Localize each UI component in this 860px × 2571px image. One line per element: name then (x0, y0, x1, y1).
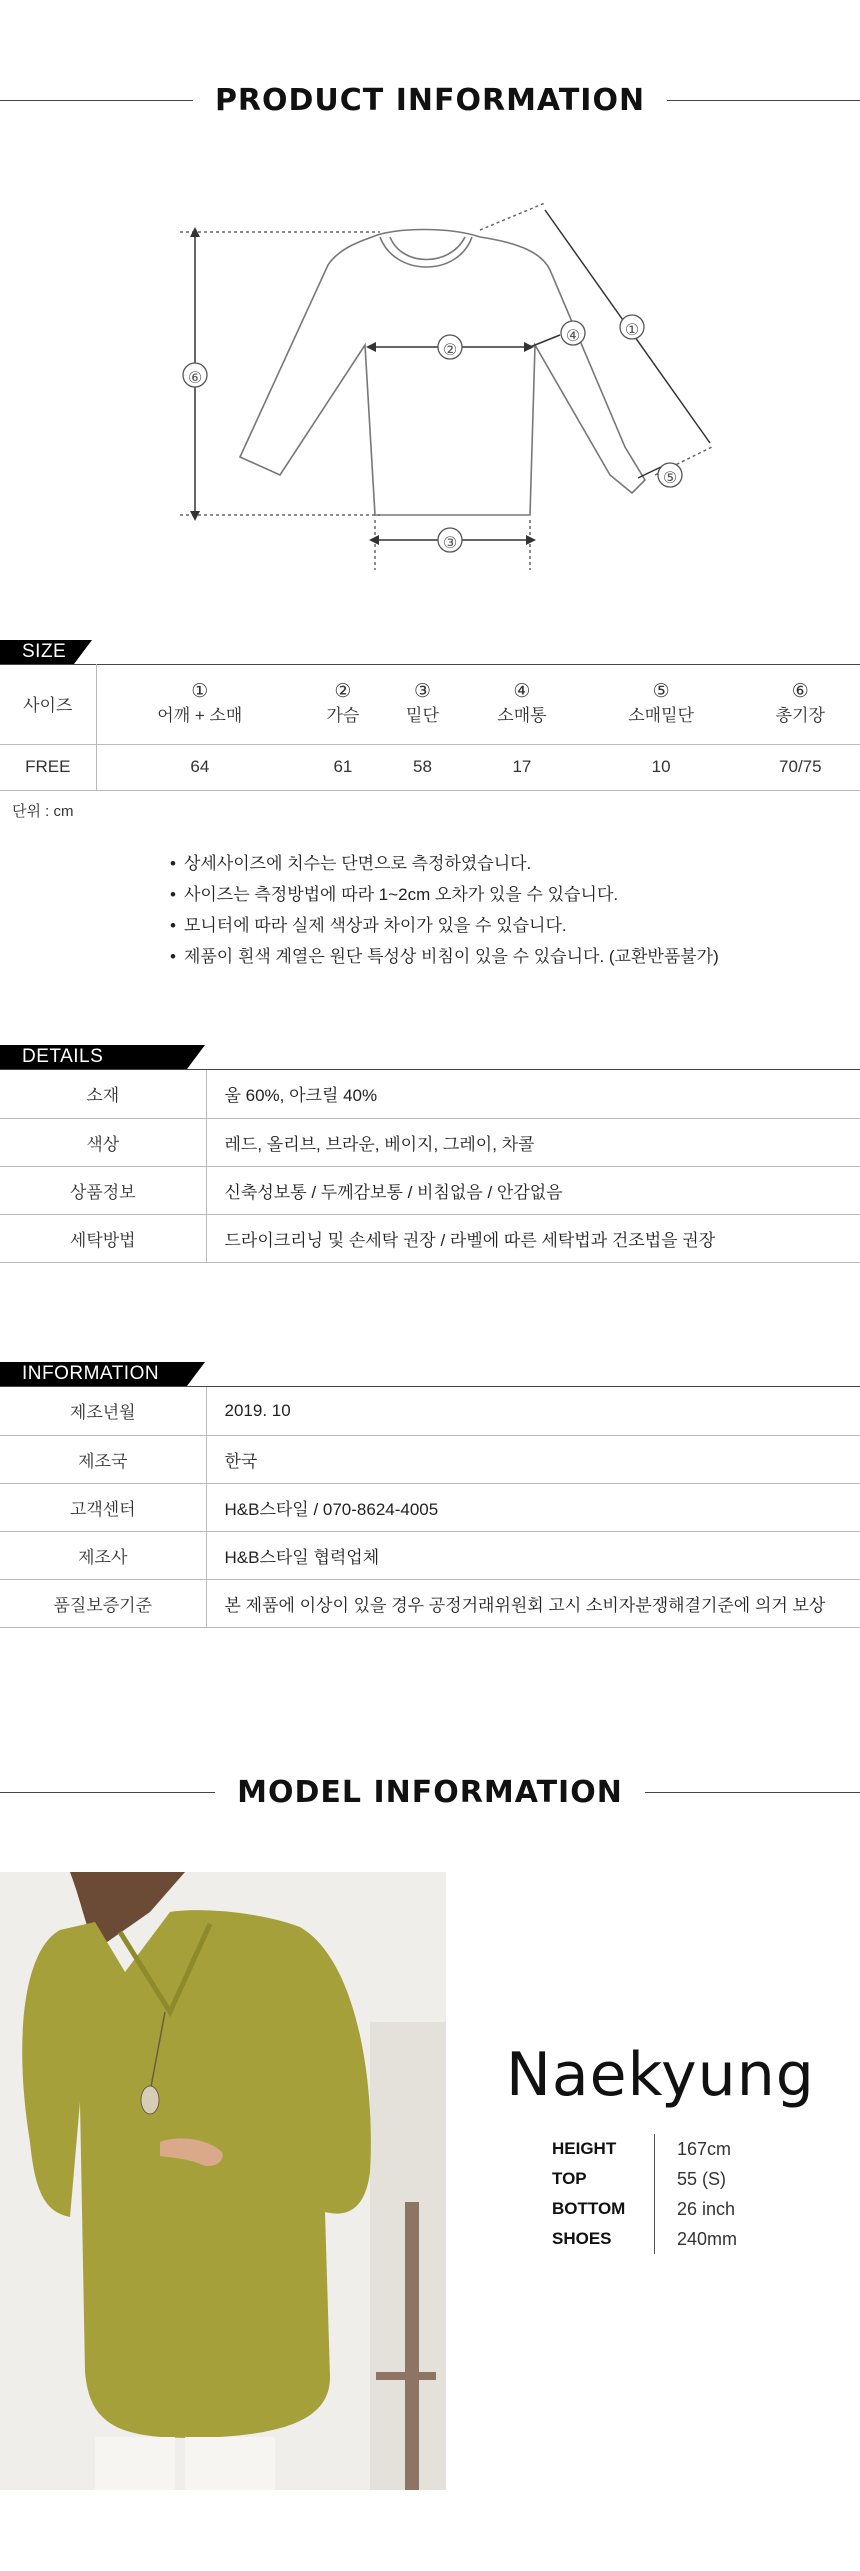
model-stat-row (552, 2134, 737, 2164)
details-tab: DETAILS (0, 1045, 187, 1069)
label-2: ② (442, 340, 458, 359)
table-row (0, 1166, 860, 1214)
model-info-heading (0, 1772, 860, 1812)
heading-rule-left (0, 100, 193, 101)
size-col-1: ① 어깨 + 소매 (96, 664, 303, 744)
info-value: 한국 (206, 1435, 860, 1483)
label-6: ⑥ (187, 368, 203, 387)
model-stat-row (552, 2194, 737, 2224)
table-row (0, 1483, 860, 1531)
details-value: 드라이크리닝 및 손세탁 권장 / 라벨에 따른 세탁법과 건조법을 권장 (206, 1214, 860, 1262)
size-value: 10 (582, 744, 741, 790)
label-1: ① (624, 320, 640, 339)
details-key: 색상 (0, 1118, 206, 1166)
product-info-heading (0, 80, 860, 120)
size-unit: 단위 : cm (12, 803, 74, 820)
details-key: 상품정보 (0, 1166, 206, 1214)
list-item: • 사이즈는 측정방법에 따라 1~2cm 오차가 있을 수 있습니다. (170, 879, 719, 910)
details-key: 세탁방법 (0, 1214, 206, 1262)
table-row (0, 1118, 860, 1166)
info-value: H&B스타일 협력업체 (206, 1531, 860, 1579)
arrow-heads (187, 227, 536, 545)
info-value: H&B스타일 / 070-8624-4005 (206, 1483, 860, 1531)
stat-value: 167cm (654, 2134, 731, 2164)
info-key: 제조국 (0, 1435, 206, 1483)
table-row (0, 1435, 860, 1483)
size-row-name: FREE (0, 744, 96, 790)
model-stat-row (552, 2224, 737, 2254)
table-row (0, 744, 860, 790)
size-value: 61 (303, 744, 383, 790)
size-col-5: ⑤ 소매밑단 (582, 664, 741, 744)
size-row-header: 사이즈 (0, 664, 96, 744)
size-table (0, 664, 860, 791)
details-key: 소재 (0, 1070, 206, 1118)
stat-label: HEIGHT (552, 2139, 617, 2158)
table-row (0, 1214, 860, 1262)
size-value: 64 (96, 744, 303, 790)
label-3: ③ (442, 533, 458, 552)
info-key: 제조사 (0, 1531, 206, 1579)
notes-list (170, 848, 719, 972)
size-value: 58 (383, 744, 463, 790)
size-tab: SIZE (0, 640, 74, 664)
heading-rule-right (667, 100, 860, 101)
model-info-title: MODEL INFORMATION (237, 1774, 623, 1810)
heading-rule-right (645, 1792, 860, 1793)
product-info-title: PRODUCT INFORMATION (214, 82, 646, 118)
stat-label: BOTTOM (552, 2199, 626, 2218)
model-photo (0, 1872, 446, 2490)
size-diagram (150, 175, 750, 585)
details-value: 레드, 올리브, 브라운, 베이지, 그레이, 차콜 (206, 1118, 860, 1166)
info-key: 제조년월 (0, 1387, 206, 1435)
size-col-4: ④ 소매통 (462, 664, 581, 744)
label-4: ④ (565, 326, 581, 345)
list-item: • 제품이 흰색 계열은 원단 특성상 비침이 있을 수 있습니다. (교환반품불가) (170, 941, 719, 972)
size-col-6: ⑥ 총기장 (741, 664, 860, 744)
details-value: 울 60%, 아크릴 40% (206, 1070, 860, 1118)
heading-rule-left (0, 1792, 215, 1793)
model-illustration (0, 1872, 446, 2490)
list-item: • 상세사이즈에 치수는 단면으로 측정하였습니다. (170, 848, 719, 879)
details-table (0, 1070, 860, 1263)
stat-label: SHOES (552, 2229, 612, 2248)
size-value: 70/75 (741, 744, 860, 790)
info-key: 품질보증기준 (0, 1579, 206, 1627)
size-col-3: ③ 밑단 (383, 664, 463, 744)
size-col-2: ② 가슴 (303, 664, 383, 744)
stat-value: 26 inch (654, 2194, 735, 2224)
table-row (0, 1531, 860, 1579)
stat-label: TOP (552, 2169, 587, 2188)
table-row (0, 1070, 860, 1118)
table-row (0, 1579, 860, 1627)
info-value: 본 제품에 이상이 있을 경우 공정거래위원회 고시 소비자분쟁해결기준에 의거 보상 (206, 1579, 860, 1627)
size-table-header (0, 664, 860, 744)
model-name: Naekyung (506, 2040, 815, 2110)
details-value: 신축성보통 / 두께감보통 / 비침없음 / 안감없음 (206, 1166, 860, 1214)
list-item: • 모니터에 따라 실제 색상과 차이가 있을 수 있습니다. (170, 910, 719, 941)
stat-value: 55 (S) (654, 2164, 726, 2194)
size-value: 17 (462, 744, 581, 790)
model-stat-row (552, 2164, 737, 2194)
information-table (0, 1387, 860, 1628)
information-tab: INFORMATION (0, 1362, 187, 1386)
info-key: 고객센터 (0, 1483, 206, 1531)
sweater-outline (240, 230, 645, 516)
model-stats (552, 2134, 737, 2254)
stat-value: 240mm (654, 2224, 737, 2254)
info-value: 2019. 10 (206, 1387, 860, 1435)
table-row (0, 1387, 860, 1435)
label-5: ⑤ (662, 468, 678, 487)
